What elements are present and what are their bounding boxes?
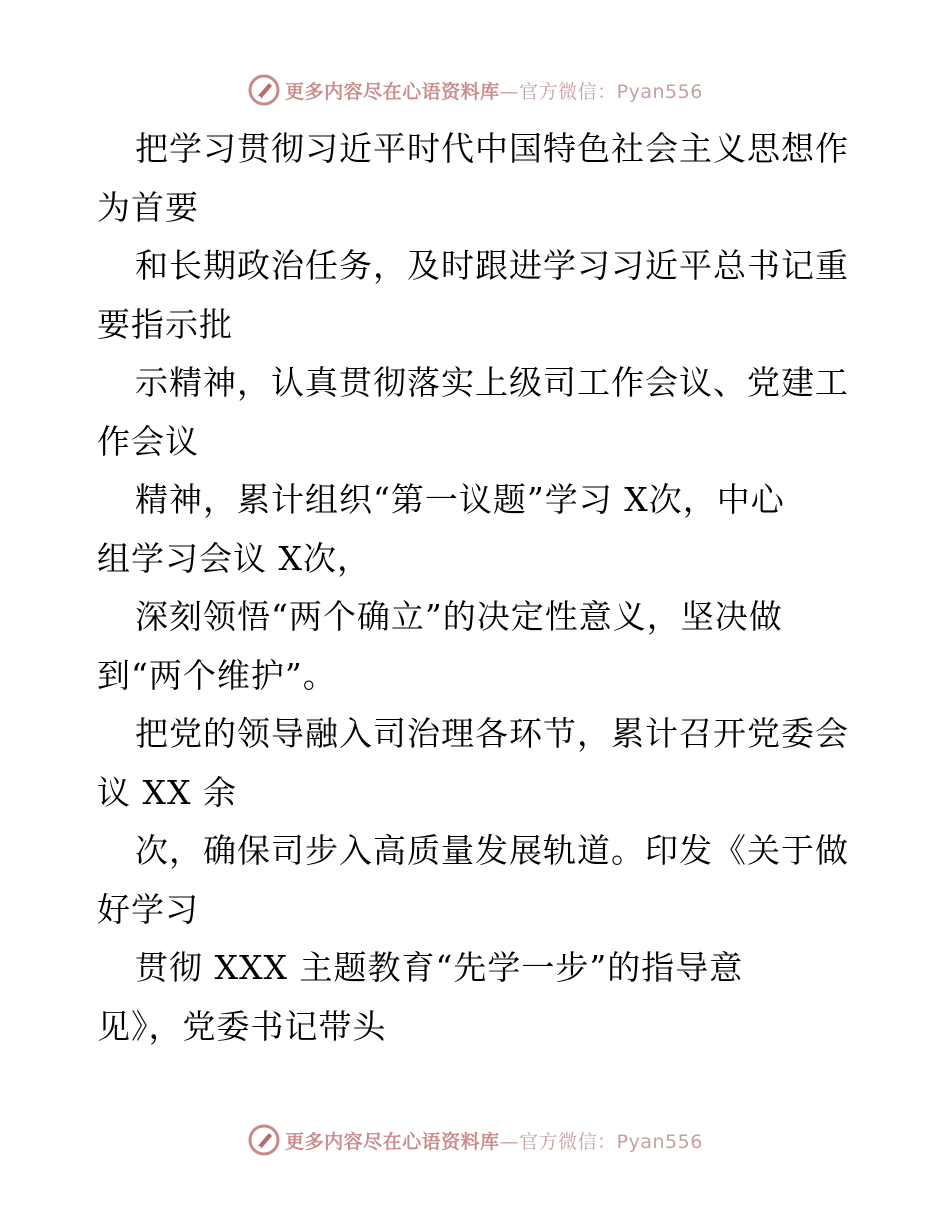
text-line: 把学习贯彻习近平时代中国特色社会主义思想作 (135, 129, 849, 168)
text-line: 要指示批 (97, 304, 233, 344)
text-line: 示精神，认真贯彻落实上级司工作会议、党建工 (135, 363, 849, 402)
banner-site-name: 更多内容尽在心语资料库 (285, 1130, 500, 1153)
text-line: 把党的领导融入司治理各环节，累计召开党委会 (135, 714, 849, 753)
text-line: 好学习 (97, 889, 199, 929)
banner-separator: — (499, 1130, 520, 1153)
pen-nib-circle-icon (247, 73, 281, 107)
banner-site-name: 更多内容尽在心语资料库 (285, 80, 500, 103)
banner-separator: — (499, 80, 520, 103)
text-line: 组学习会议 X次， (97, 538, 371, 578)
pen-nib-circle-icon (247, 1123, 281, 1157)
document-body (97, 120, 867, 1056)
banner-wechat: 官方微信：Pyan556 (519, 1130, 703, 1153)
text-line: 见》，党委书记带头 (97, 1006, 387, 1046)
text-line: 为首要 (97, 187, 199, 227)
text-line: 议 XX 余 (97, 772, 237, 812)
banner-text (285, 1127, 703, 1154)
text-line: 深刻领悟“两个确立”的决定性意义，坚决做 (135, 597, 783, 636)
text-line: 作会议 (97, 421, 199, 461)
text-line: 精神，累计组织“第一议题”学习 X次，中心 (135, 480, 785, 519)
text-line: 到“两个维护”。 (97, 655, 337, 695)
banner-text (285, 77, 703, 104)
text-line: 贯彻 XXX 主题教育“先学一步”的指导意 (135, 948, 744, 987)
banner-wechat: 官方微信：Pyan556 (519, 80, 703, 103)
footer-watermark-banner (0, 1120, 950, 1160)
header-watermark-banner (0, 70, 950, 110)
text-line: 和长期政治任务，及时跟进学习习近平总书记重 (135, 246, 849, 285)
text-line: 次，确保司步入高质量发展轨道。印发《关于做 (135, 831, 849, 870)
